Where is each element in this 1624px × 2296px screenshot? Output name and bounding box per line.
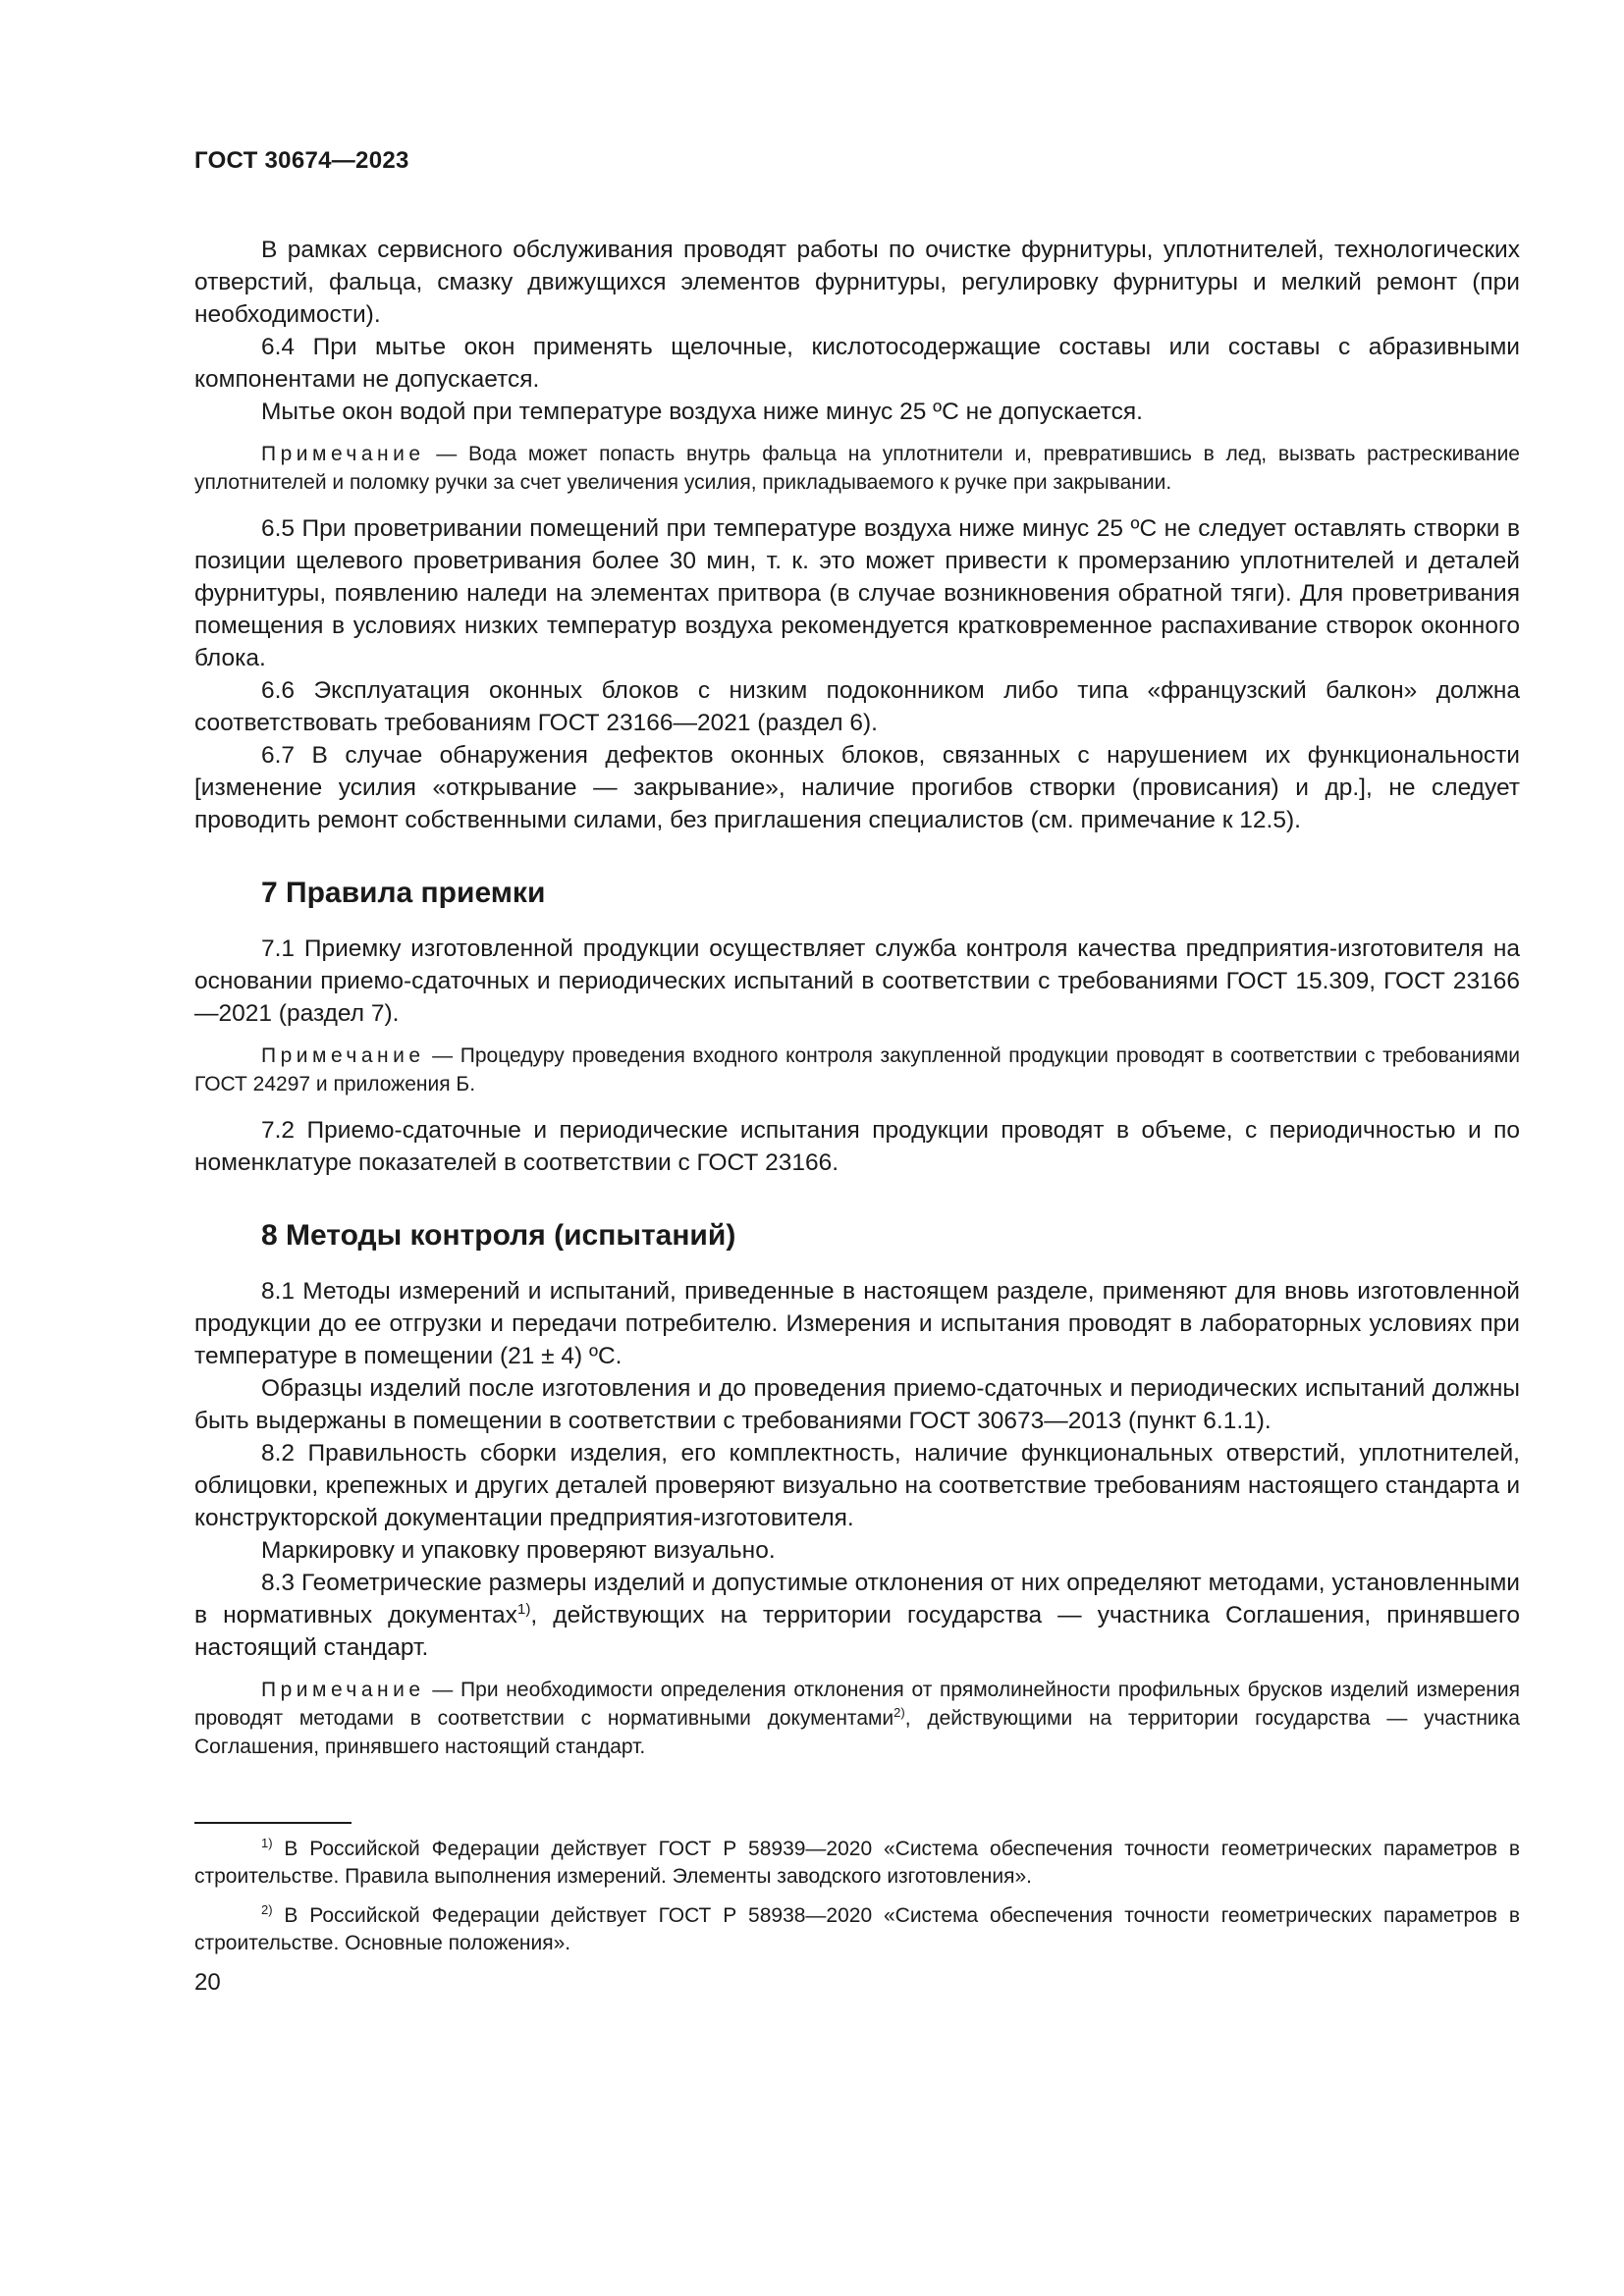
document-page [194,147,1520,1997]
document-header: ГОСТ 30674—2023 [194,147,409,174]
footnote-2 [194,1902,1520,1957]
paragraph-6-5: 6.5 При проветривании помещений при температуре воздуха ниже минус 25 ºС не следует оставлять створки в позиции щелевого проветривания более 30 мин, т. к. это может привести к промерзанию уплотнителей и деталей фурнитуры, появлению наледи на элементах притвора (в случае возникновения обратной тяги). Для проветривания помещения в условиях низких температур воздуха рекомендуется кратковременное распахивание створок оконного блока. [194,515,1520,671]
paragraph-8-2: 8.2 Правильность сборки изделия, его комплектность, наличие функциональных отверстий, уплотнителей, облицовки, крепежных и других деталей проверяют визуально на соответствие требованиям настоящего стандарта и конструкторской документации предприятия-изготовителя. [194,1440,1520,1531]
note-text-cont: , действующими на территории государства — участника Соглашения, принявшего настоящий стандарт. [194,1707,1520,1758]
footnote-1 [194,1836,1520,1891]
footnote-ref-1[interactable]: 1) [516,1600,531,1618]
paragraph-6-7: 6.7 В случае обнаружения дефектов оконных блоков, связанных с нарушением их функциональности [изменение усилия «открывание — закрывание», наличие прогибов створки (провисания) и др.], не следует проводить ремонт собственными силами, без приглашения специалистов (см. примечание к 12.5). [194,742,1520,833]
paragraph-7-2: 7.2 Приемо-сдаточные и периодические испытания продукции проводят в объеме, с периодичностью и по номенклатуре показателей в соответствии с ГОСТ 23166. [194,1117,1520,1176]
paragraph-marking: Маркировку и упаковку проверяют визуально. [261,1537,776,1564]
note-incoming-control [194,1041,1520,1098]
paragraph-washing-temperature: Мытье окон водой при температуре воздуха ниже минус 25 ºС не допускается. [261,399,1143,425]
section-7-heading: 7 Правила приемки [261,877,546,909]
footnote-mark: 1) [261,1836,273,1850]
note-text: — Вода может попасть внутрь фальца на уплотнители и, превратившись в лед, вызвать растрескивание уплотнителей и поломку ручки за счет увеличения усилия, прикладываемого к ручке при закрывании. [194,443,1520,494]
note-label: Примечание [261,443,425,465]
footnote-ref-2[interactable]: 2) [893,1705,905,1720]
paragraph-8-1: 8.1 Методы измерений и испытаний, приведенные в настоящем разделе, применяют для вновь изготовленной продукции до ее отгрузки и передачи потребителю. Измерения и испытания проводят в лабораторных условиях при температуре в помещении (21 ± 4) ºС. [194,1278,1520,1369]
paragraph-8-3-text: 8.3 Геометрические размеры изделий и допустимые отклонения от них определяют методами, установленными в нормативных документах [194,1570,1520,1629]
paragraph-samples: Образцы изделий после изготовления и до проведения приемо-сдаточных и периодических испытаний должны быть выдержаны в помещении в соответствии с требованиями ГОСТ 30673—2013 (пункт 6.1.1). [194,1375,1520,1434]
footnote-text: В Российской Федерации действует ГОСТ Р 58939—2020 «Система обеспечения точности геометрических параметров в строительстве. Правила выполнения измерений. Элементы заводского изготовления». [194,1838,1520,1888]
page-number: 20 [194,1969,221,1996]
footnote-mark: 2) [261,1902,273,1917]
paragraph-6-6: 6.6 Эксплуатация оконных блоков с низким подоконником либо типа «французский балкон» должна соответствовать требованиям ГОСТ 23166—2021 (раздел 6). [194,677,1520,736]
footnote-divider [194,1822,352,1824]
note-straightness [194,1676,1520,1761]
section-8-heading: 8 Методы контроля (испытаний) [261,1219,736,1252]
footnote-text: В Российской Федерации действует ГОСТ Р 58938—2020 «Система обеспечения точности геометрических параметров в строительстве. Основные положения». [194,1904,1520,1954]
note-label: Примечание [261,1679,425,1701]
paragraph-7-1: 7.1 Приемку изготовленной продукции осуществляет служба контроля качества предприятия-изготовителя на основании приемо-сдаточных и периодических испытаний в соответствии с требованиями ГОСТ 15.309, ГОСТ 23166—2021 (раздел 7). [194,935,1520,1027]
note-label: Примечание [261,1044,425,1067]
paragraph-service: В рамках сервисного обслуживания проводят работы по очистке фурнитуры, уплотнителей, технологических отверстий, фальца, смазку движущихся элементов фурнитуры, регулировку фурнитуры и мелкий ремонт (при необходимости). [194,237,1520,328]
note-text: — При необходимости определения отклонения от прямолинейности профильных брусков изделий измерения проводят методами в соответствии с нормативными документами [194,1679,1520,1730]
note-text: — Процедуру проведения входного контроля закупленной продукции проводят в соответствии с требованиями ГОСТ 24297 и приложения Б. [194,1044,1520,1095]
paragraph-6-4: 6.4 При мытье окон применять щелочные, кислотосодержащие составы или составы с абразивными компонентами не допускается. [194,334,1520,393]
paragraph-8-3 [194,1567,1520,1664]
paragraph-8-3-text-cont: , действующих на территории государства — участника Соглашения, принявшего настоящий стандарт. [194,1602,1520,1661]
note-ice [194,440,1520,497]
